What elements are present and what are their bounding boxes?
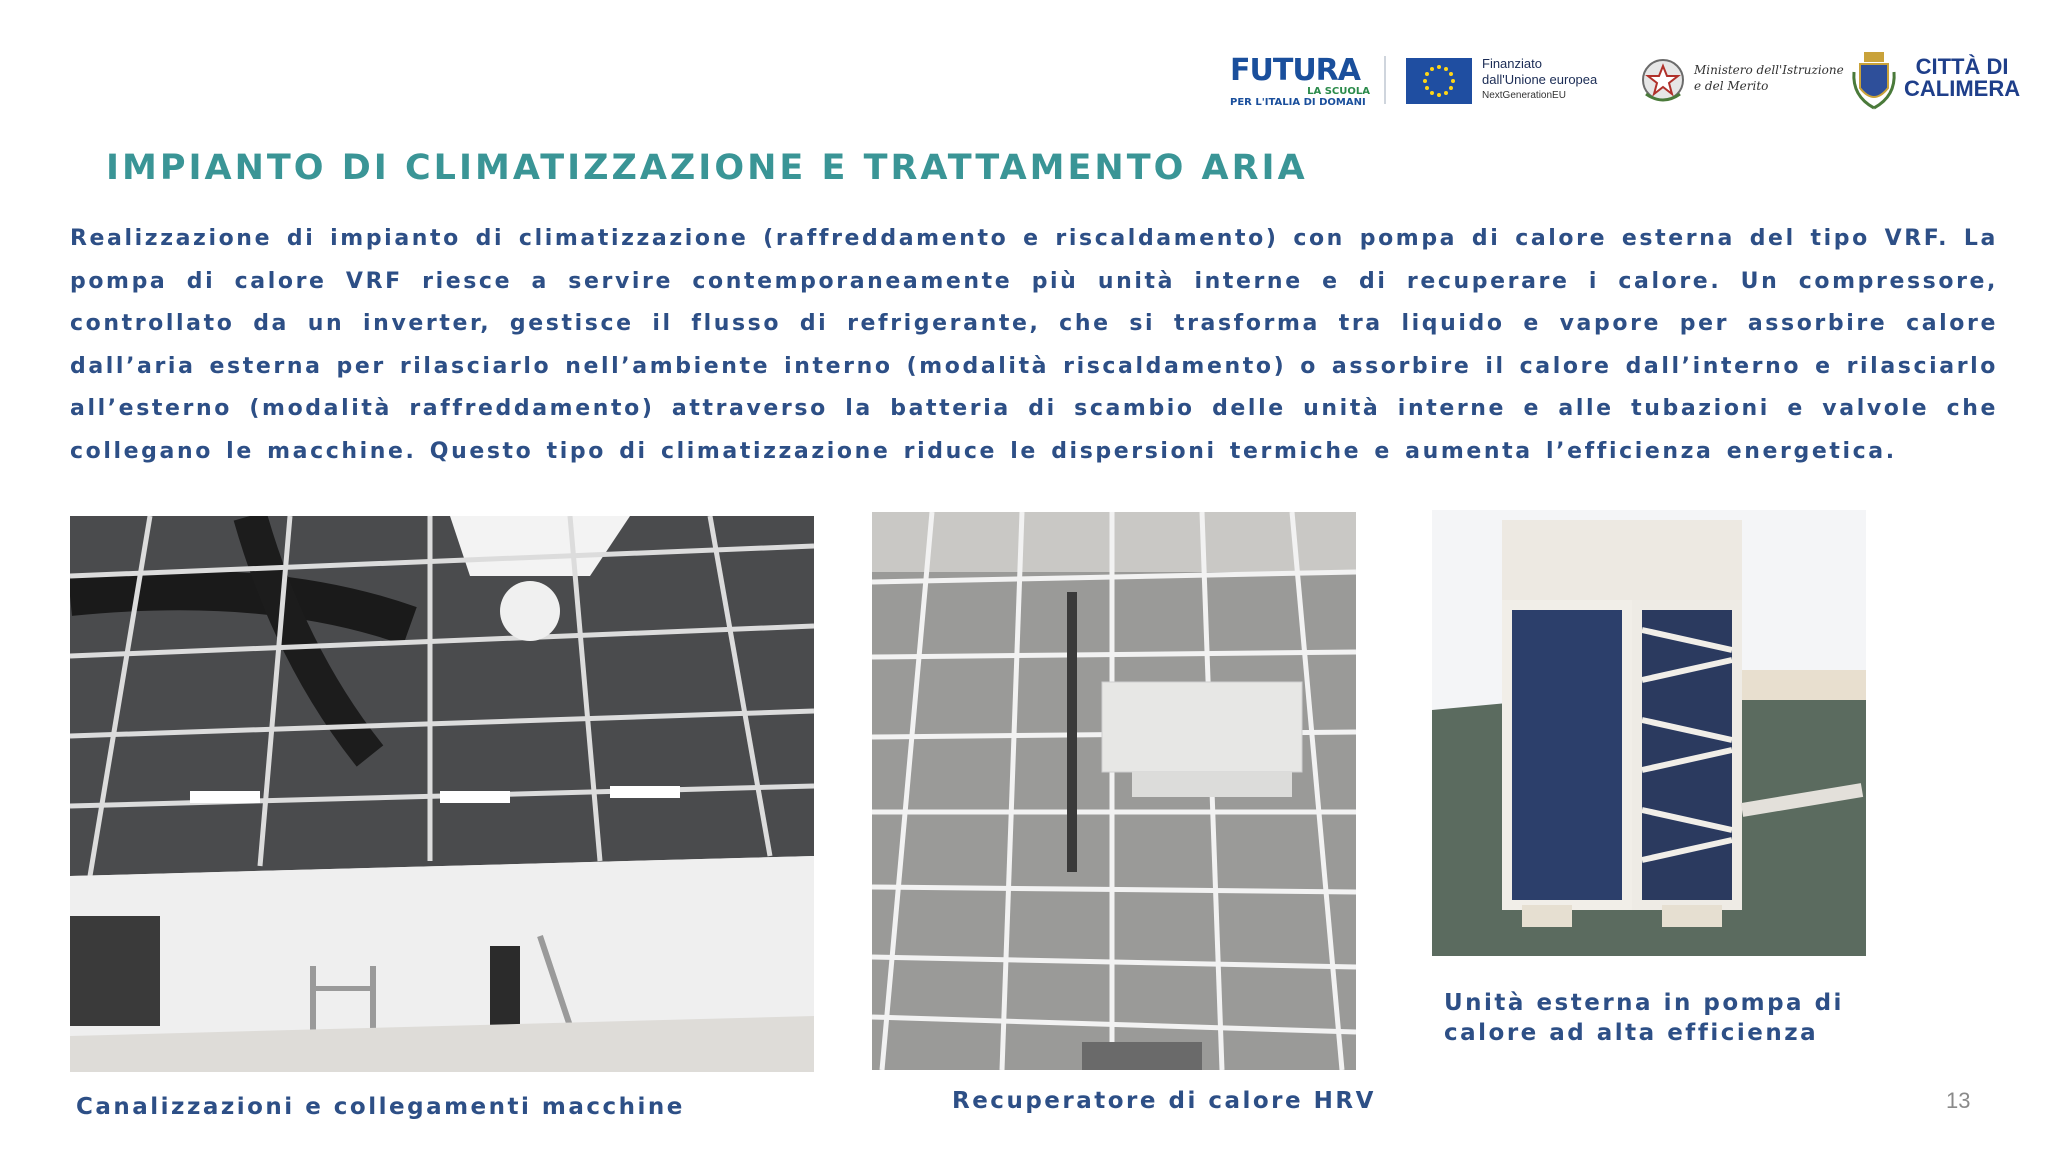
logo-divider [1384,56,1386,104]
futura-logo: FUTURA LA SCUOLA PER L'ITALIA DI DOMANI [1230,53,1370,108]
calimera-crest-icon [1850,50,1898,112]
ministry-text: Ministero dell'Istruzione e del Merito [1694,63,1844,93]
photo-ducts-ceiling [70,516,814,1072]
caption-photo-1: Canalizzazioni e collegamenti macchine [76,1094,685,1120]
page-number: 13 [1946,1088,1971,1113]
italian-emblem-icon [1640,54,1686,106]
caption-photo-2: Recuperatore di calore HRV [952,1088,1376,1114]
eu-funding-text: Finanziato dall'Unione europea NextGenerationEU [1482,56,1598,101]
slide-title: IMPIANTO DI CLIMATIZZAZIONE E TRATTAMENTO ARIA [106,148,1308,188]
header-logos [1224,50,2024,120]
citta-calimera-text: CITTÀ DI CALIMERA [1904,54,2021,101]
photo-outdoor-unit [1432,510,1866,956]
description-paragraph: Realizzazione di impianto di climatizzazione (raffreddamento e riscaldamento) con pompa di calore esterna del tipo VRF. La pompa di calore VRF riesce a servire contemporaneamente più unità interne e di recuperare i calore. Un compressore, controllato da un inverter, gestisce il flusso di refrigerante, che si trasforma tra liquido e vapore per assorbire calore dall’aria esterna per rilasciarlo nell’ambiente interno (modalità riscaldamento) o assorbire il calore dall’interno e rilasciarlo all’esterno (modalità raffreddamento) attraverso la batteria di scambio delle unità interne e alle tubazioni e valvole che collegano le macchine. Questo tipo di climatizzazione riduce le dispersioni termiche e aumenta l’efficienza energetica. [70,226,1998,464]
photo-hrv-unit [872,512,1356,1070]
caption-photo-3: Unità esterna in pompa di calore ad alta efficienza [1444,990,1844,1046]
eu-flag-icon [1406,58,1472,104]
